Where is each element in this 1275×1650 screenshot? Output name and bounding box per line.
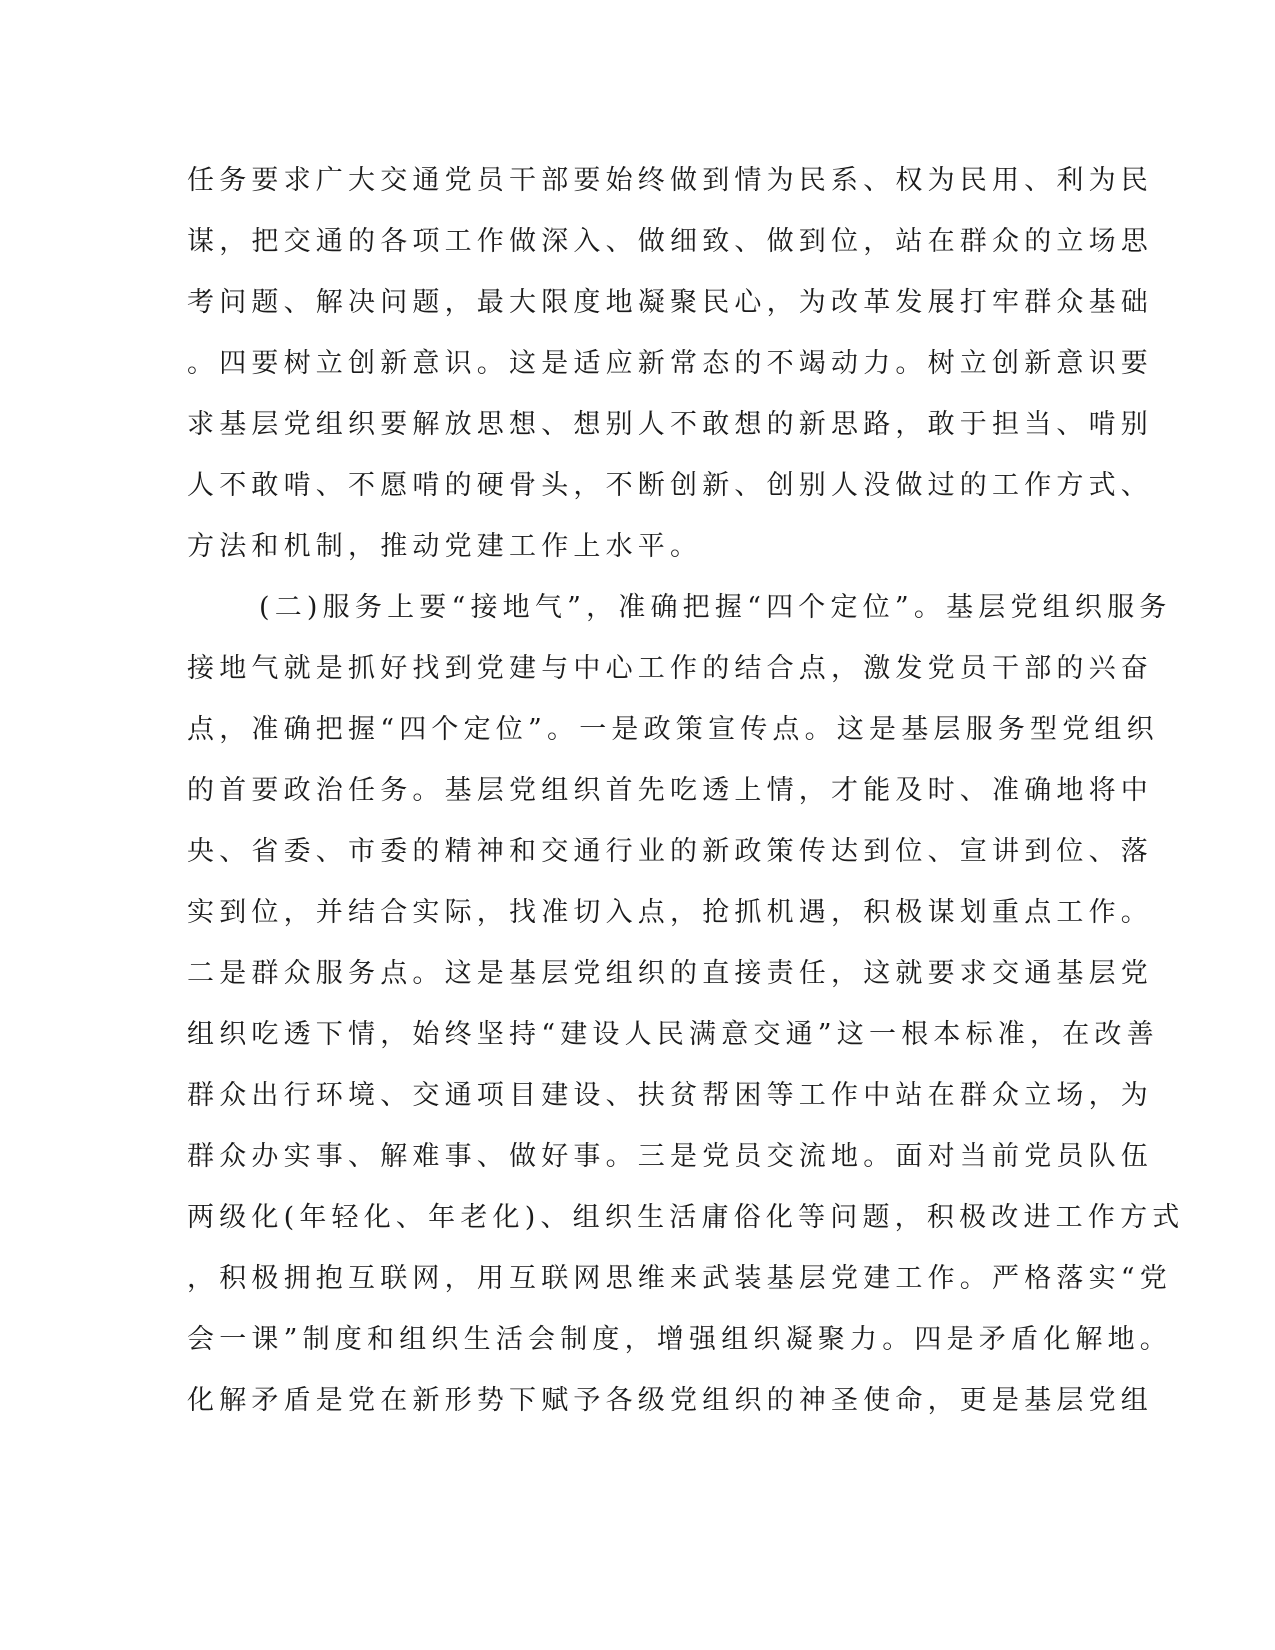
text-line: ，积极拥抱互联网，用互联网思维来武装基层党建工作。严格落实“党: [187, 1263, 1173, 1294]
text-line: 考问题、解决问题，最大限度地凝聚民心，为改革发展打牢群众基础: [187, 287, 1153, 318]
text-line: 组织吃透下情，始终坚持“建设人民满意交通”这一根本标准，在改善: [187, 1019, 1159, 1050]
text-line: 两级化(年轻化、年老化)、组织生活庸俗化等问题，积极改进工作方式: [187, 1202, 1185, 1233]
text-line: 实到位，并结合实际，找准切入点，抢抓机遇，积极谋划重点工作。: [187, 897, 1153, 928]
text-line: 央、省委、市委的精神和交通行业的新政策传达到位、宣讲到位、落: [187, 836, 1153, 867]
text-line: 。四要树立创新意识。这是适应新常态的不竭动力。树立创新意识要: [187, 348, 1153, 379]
text-line: 的首要政治任务。基层党组织首先吃透上情，才能及时、准确地将中: [187, 775, 1153, 806]
text-line: 群众出行环境、交通项目建设、扶贫帮困等工作中站在群众立场，为: [187, 1080, 1153, 1111]
text-line: 二是群众服务点。这是基层党组织的直接责任，这就要求交通基层党: [187, 958, 1153, 989]
text-line: 群众办实事、解难事、做好事。三是党员交流地。面对当前党员队伍: [187, 1141, 1153, 1172]
text-line: 会一课”制度和组织生活会制度，增强组织凝聚力。四是矛盾化解地。: [187, 1324, 1173, 1355]
text-line: 点，准确把握“四个定位”。一是政策宣传点。这是基层服务型党组织: [187, 714, 1159, 745]
text-line: 谋，把交通的各项工作做深入、做细致、做到位，站在群众的立场思: [187, 226, 1153, 257]
text-line: 接地气就是抓好找到党建与中心工作的结合点，激发党员干部的兴奋: [187, 653, 1153, 684]
text-line: 任务要求广大交通党员干部要始终做到情为民系、权为民用、利为民: [187, 165, 1153, 196]
text-line: 求基层党组织要解放思想、想别人不敢想的新思路，敢于担当、啃别: [187, 409, 1153, 440]
text-line: 化解矛盾是党在新形势下赋予各级党组织的神圣使命，更是基层党组: [187, 1385, 1153, 1416]
text-line: 方法和机制，推动党建工作上水平。: [187, 531, 703, 562]
text-line: 人不敢啃、不愿啃的硬骨头，不断创新、创别人没做过的工作方式、: [187, 470, 1153, 501]
section-heading-line: (二)服务上要“接地气”，准确把握“四个定位”。基层党组织服务: [259, 592, 1172, 623]
body-text: [187, 163, 1185, 1444]
